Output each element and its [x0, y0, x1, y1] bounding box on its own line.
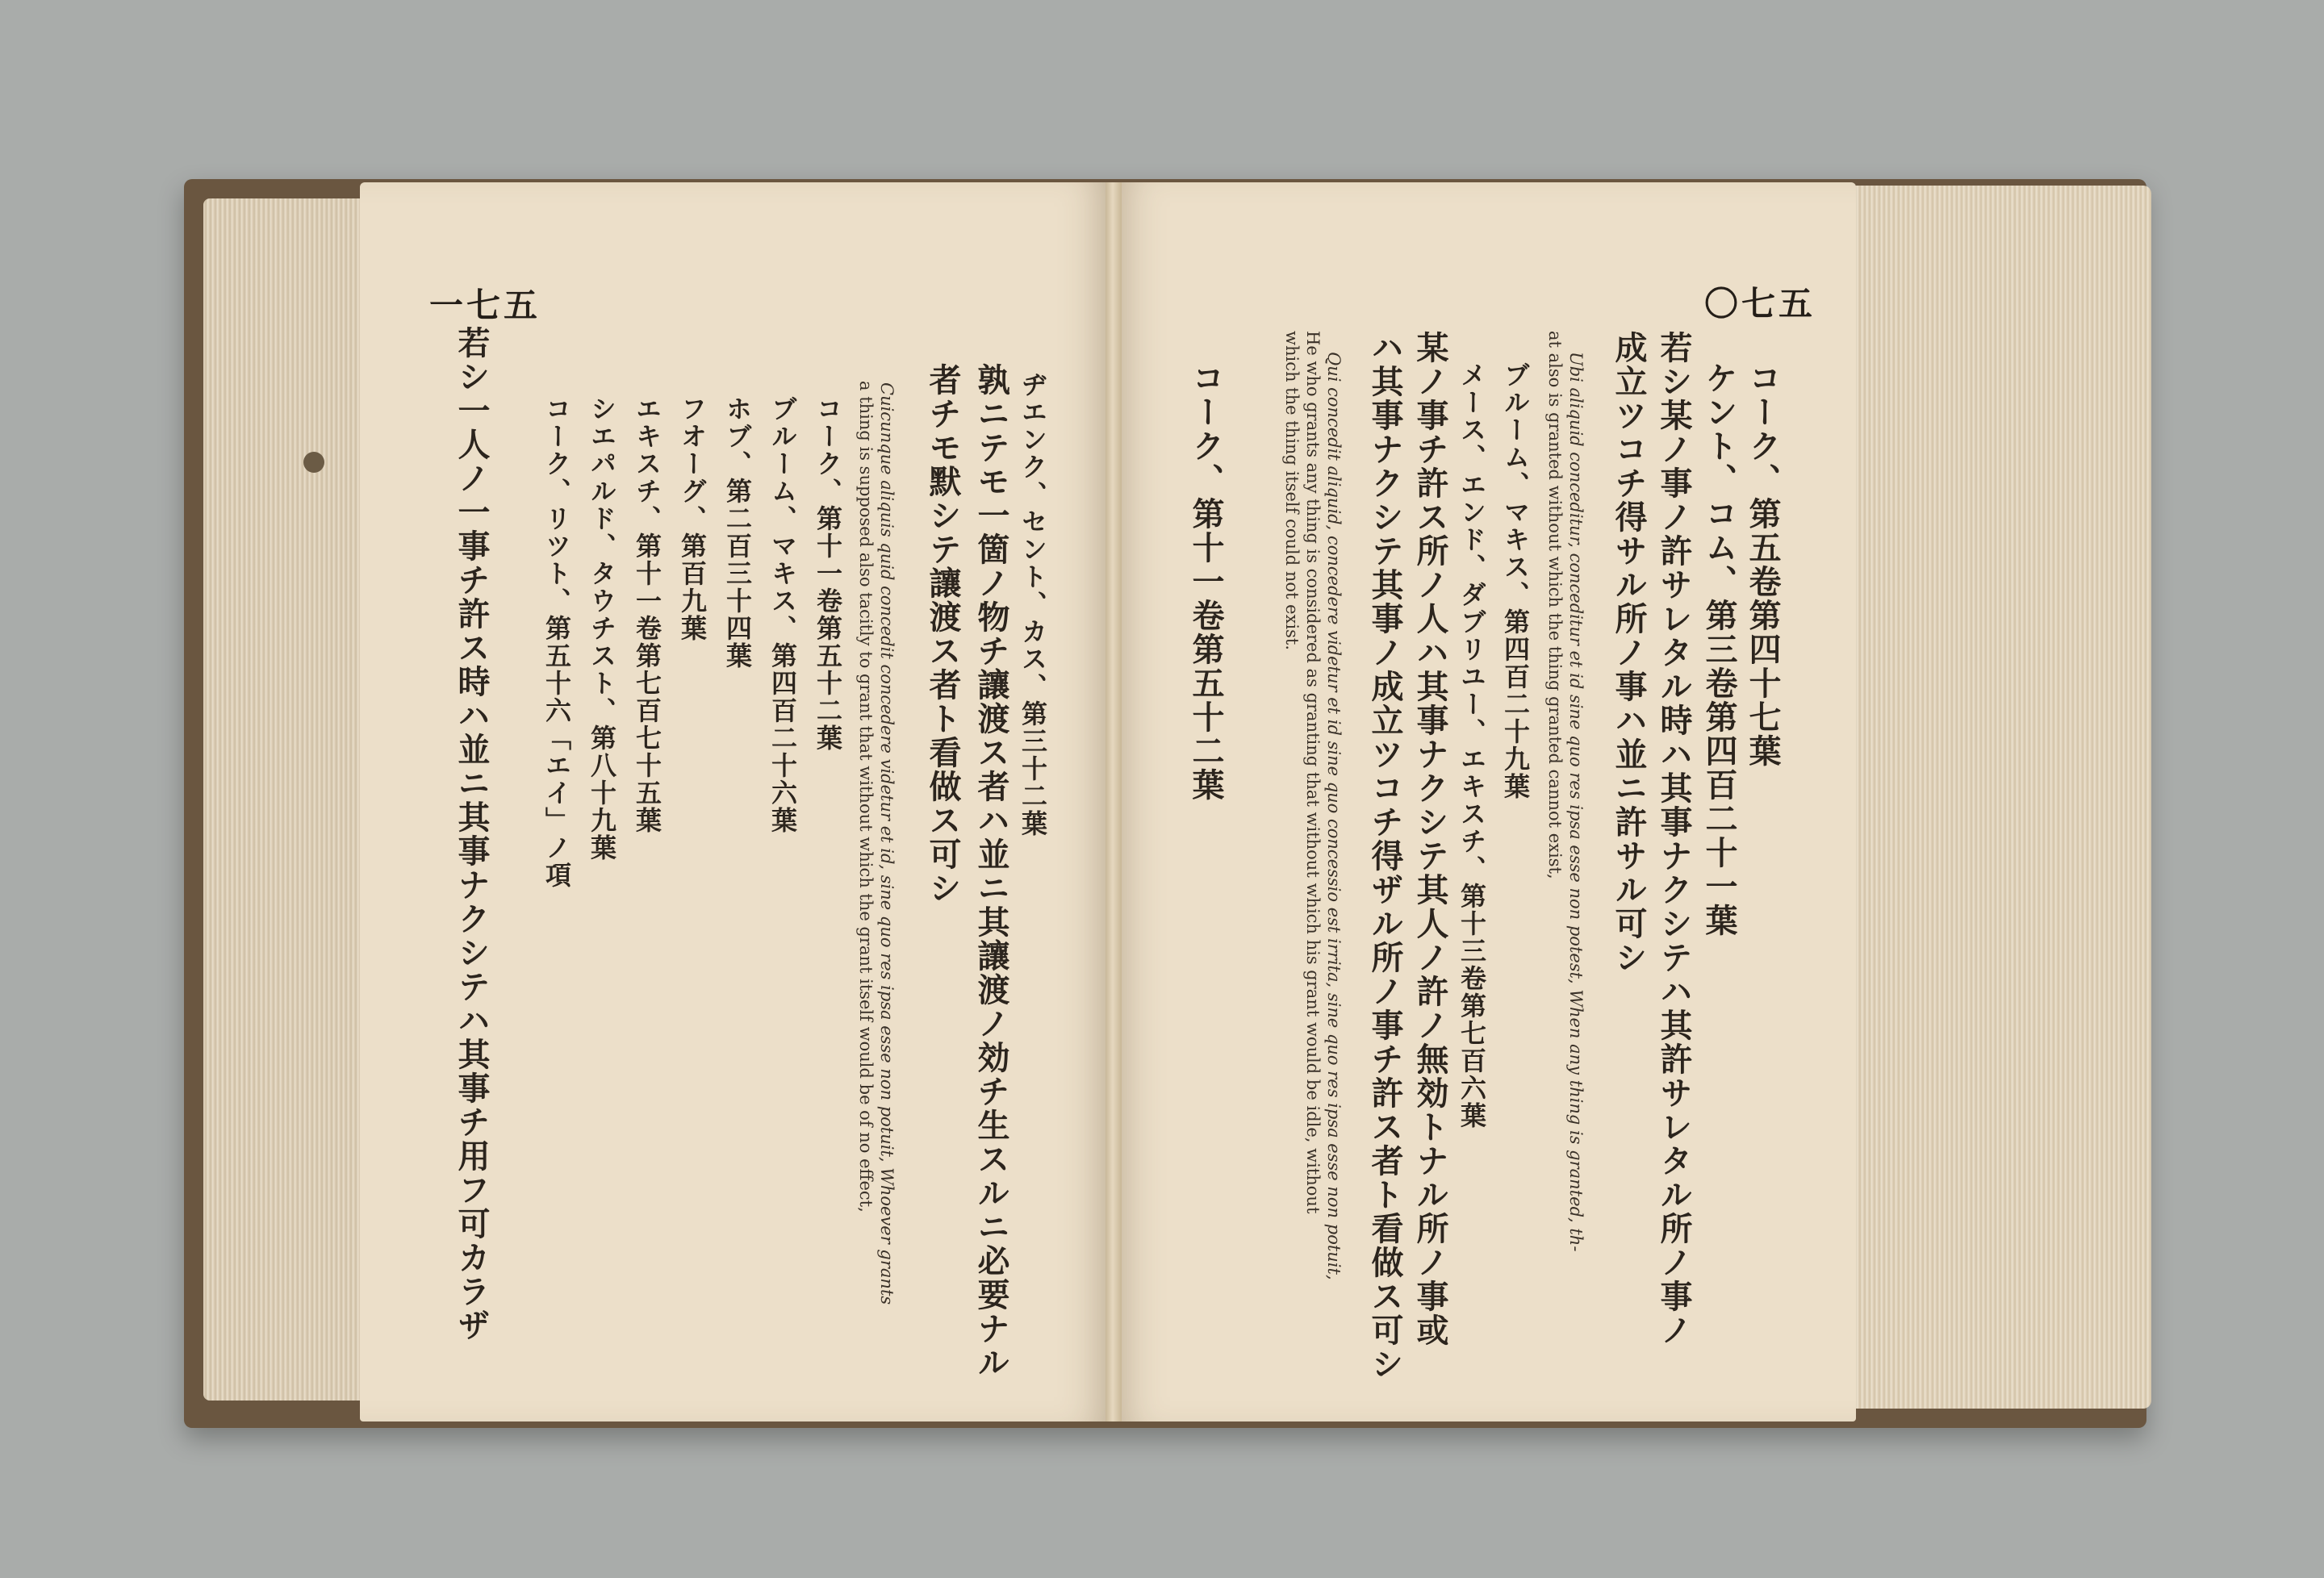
left-page-stack: [203, 198, 373, 1401]
english-translation-line: a thing is supposed also tacitly to grant that without which the grant itself would be of no effect,: [856, 381, 876, 1213]
right-page-stack: [1853, 186, 2151, 1409]
citation-column: コーク、第五卷第四十七葉: [1744, 361, 1782, 768]
text-column: 若シ一人ノ一事チ許ス時ハ並ニ其事ナクシテハ其事チ用フ可カラザ: [453, 326, 491, 1342]
text-column: ヂエンク、セント、カス、第三十二葉: [1018, 371, 1048, 837]
citation-column: コーク、第十一卷第五十二葉: [813, 395, 843, 752]
left-page: [360, 182, 1110, 1421]
citation-column: フオーグ、第百九葉: [677, 395, 708, 642]
latin-maxim-line: Ubi aliquid conceditur, conceditur et id sine quo res ipsa esse non potest, When any thing is granted, th-: [1566, 352, 1586, 1252]
citation-column: ブルーム、マキス、第四百二十六葉: [767, 395, 798, 834]
citation-column: コーク、第十一卷第五十二葉: [1187, 361, 1225, 802]
english-translation-line: at also is granted without which the thing granted cannot exist,: [1545, 331, 1565, 879]
english-translation-line: He who grants any thing is considered as granting that without which his grant would be idle, without: [1303, 331, 1323, 1214]
text-column: 者チモ默シテ讓渡ス者ト看做ス可シ: [924, 363, 962, 905]
latin-maxim-line: Cuicunque aliquis quid concedit concedere videtur et id, sine quo res ipsa esse non potuit, Whoever grants: [877, 382, 897, 1305]
left-page-number: 一七五: [429, 286, 541, 325]
right-page: [1114, 182, 1856, 1421]
citation-column: コーク、リツト、第五十六「エイ」ノ項: [541, 395, 572, 889]
citation-column: シエパルド、タウチスト、第八十九葉: [587, 395, 617, 862]
text-column: 孰ニテモ一箇ノ物チ讓渡ス者ハ並ニ其讓渡ノ効チ生スルニ必要ナル: [972, 363, 1010, 1380]
citation-column: メース、エンド、ダブリユー、エキスチ、第十三卷第七百六葉: [1457, 361, 1487, 1129]
citation-column: ホブ、第二百三十四葉: [722, 395, 753, 670]
citation-column: ケント、コム、第三卷第四百二十一葉: [1700, 361, 1738, 937]
citation-column: ブルーム、マキス、第四百二十九葉: [1500, 361, 1531, 800]
english-translation-line: which the thing itself could not exist.: [1282, 331, 1302, 651]
text-column: 若シ某ノ事ノ許サレタル時ハ其事ナクシテハ其許サレタル所ノ事ノ: [1655, 331, 1693, 1347]
text-column: 成立ツコチ得サル所ノ事ハ並ニ許サル可シ: [1610, 331, 1648, 975]
latin-maxim-line: Qui concedit aliquid, concedere videtur et id sine quo concessio est irrita, sine quo res ipsa esse non potuit,: [1324, 352, 1344, 1280]
book-gutter: [1106, 182, 1122, 1421]
citation-column: エキスチ、第十一卷第七百七十五葉: [632, 395, 663, 834]
text-column: ハ其事ナクシテ其事ノ成立ツコチ得ザル所ノ事チ許ス者ト看做ス可シ: [1366, 331, 1404, 1381]
binding-hole: [303, 452, 324, 473]
right-page-number: 〇七五: [1704, 284, 1816, 324]
text-column: 某ノ事チ許ス所ノ人ハ其事ナクシテ其人ノ許ノ無効トナル所ノ事或: [1411, 331, 1449, 1347]
